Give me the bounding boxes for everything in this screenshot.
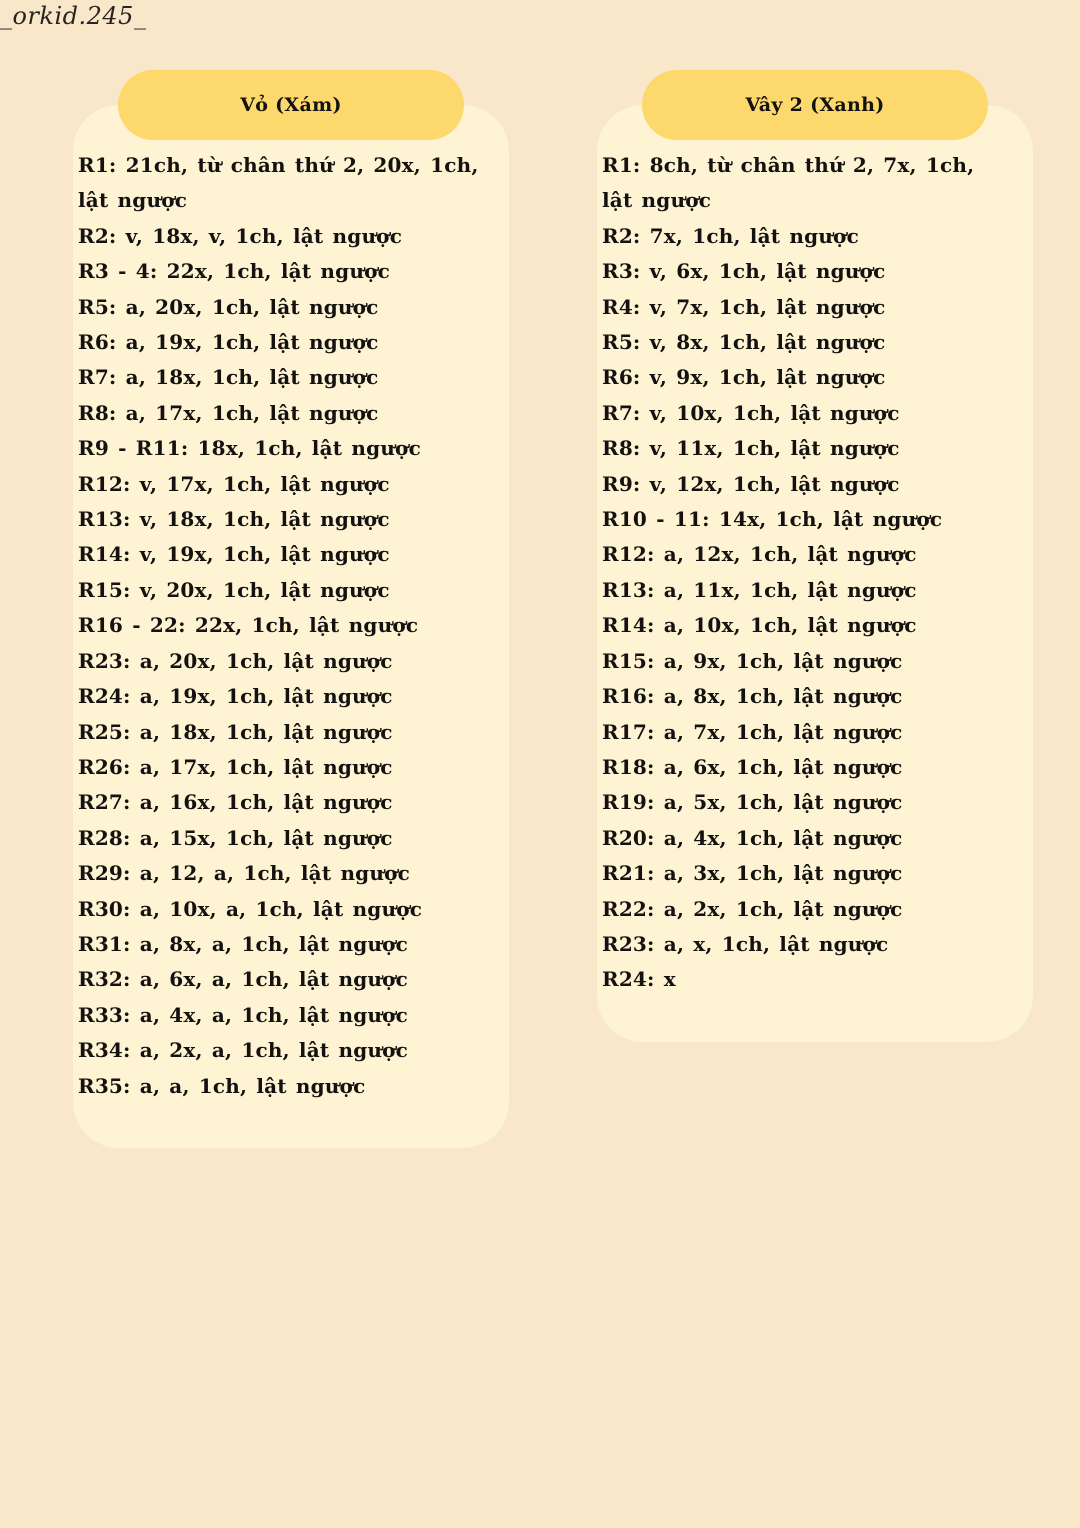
pattern-row: R24: x <box>602 967 676 992</box>
pattern-row: R17: a, 7x, 1ch, lật ngược <box>602 719 903 744</box>
pattern-row: R7: v, 10x, 1ch, lật ngược <box>602 400 900 425</box>
pattern-row: R15: a, 9x, 1ch, lật ngược <box>602 648 903 673</box>
pattern-row: R20: a, 4x, 1ch, lật ngược <box>602 825 903 850</box>
pattern-row: R9: v, 12x, 1ch, lật ngược <box>602 471 900 496</box>
pattern-row: R23: a, 20x, 1ch, lật ngược <box>78 648 393 673</box>
pattern-row: R3 - 4: 22x, 1ch, lật ngược <box>78 259 391 284</box>
pattern-row: R6: v, 9x, 1ch, lật ngược <box>602 365 886 390</box>
pattern-row: R3: v, 6x, 1ch, lật ngược <box>602 259 886 284</box>
pattern-row: R28: a, 15x, 1ch, lật ngược <box>78 825 393 850</box>
pattern-row: R29: a, 12, a, 1ch, lật ngược <box>78 861 411 886</box>
pattern-row: R12: v, 17x, 1ch, lật ngược <box>78 471 390 496</box>
pattern-row: R5: v, 8x, 1ch, lật ngược <box>602 330 886 355</box>
pattern-row: R22: a, 2x, 1ch, lật ngược <box>602 896 903 921</box>
pattern-row: R7: a, 18x, 1ch, lật ngược <box>78 365 379 390</box>
pattern-row: R24: a, 19x, 1ch, lật ngược <box>78 684 393 709</box>
pattern-rows-vo <box>78 148 488 1104</box>
pattern-row: R25: a, 18x, 1ch, lật ngược <box>78 719 393 744</box>
pattern-row: R35: a, a, 1ch, lật ngược <box>78 1073 366 1098</box>
pattern-row: R2: 7x, 1ch, lật ngược <box>602 223 859 248</box>
pattern-row: R32: a, 6x, a, 1ch, lật ngược <box>78 967 409 992</box>
pattern-row: R30: a, 10x, a, 1ch, lật ngược <box>78 896 423 921</box>
pattern-row: R31: a, 8x, a, 1ch, lật ngược <box>78 931 409 956</box>
pattern-row: R23: a, x, 1ch, lật ngược <box>602 931 889 956</box>
pattern-row: R18: a, 6x, 1ch, lật ngược <box>602 754 903 779</box>
pattern-row: R14: a, 10x, 1ch, lật ngược <box>602 613 917 638</box>
pattern-row: R19: a, 5x, 1ch, lật ngược <box>602 790 903 815</box>
pattern-row: R34: a, 2x, a, 1ch, lật ngược <box>78 1038 409 1063</box>
section-title-vo: Vỏ (Xám) <box>118 70 464 140</box>
pattern-row: R12: a, 12x, 1ch, lật ngược <box>602 542 917 567</box>
pattern-row: R16 - 22: 22x, 1ch, lật ngược <box>78 613 419 638</box>
pattern-row: R8: v, 11x, 1ch, lật ngược <box>602 436 900 461</box>
pattern-row: R10 - 11: 14x, 1ch, lật ngược <box>602 507 943 532</box>
pattern-row: R2: v, 18x, v, 1ch, lật ngược <box>78 223 403 248</box>
pattern-row: R5: a, 20x, 1ch, lật ngược <box>78 294 379 319</box>
pattern-row: R15: v, 20x, 1ch, lật ngược <box>78 577 390 602</box>
pattern-row: R16: a, 8x, 1ch, lật ngược <box>602 684 903 709</box>
pattern-row: R13: v, 18x, 1ch, lật ngược <box>78 507 390 532</box>
pattern-row: R26: a, 17x, 1ch, lật ngược <box>78 754 393 779</box>
pattern-row: R6: a, 19x, 1ch, lật ngược <box>78 330 379 355</box>
pattern-row: R1: 21ch, từ chân thứ 2, 20x, 1ch, lật ngược <box>78 153 479 213</box>
pattern-row: R1: 8ch, từ chân thứ 2, 7x, 1ch, lật ngược <box>602 153 975 213</box>
pattern-row: R14: v, 19x, 1ch, lật ngược <box>78 542 390 567</box>
pattern-row: R8: a, 17x, 1ch, lật ngược <box>78 400 379 425</box>
pattern-row: R9 - R11: 18x, 1ch, lật ngược <box>78 436 421 461</box>
section-title-vay-2: Vây 2 (Xanh) <box>642 70 988 140</box>
pattern-row: R21: a, 3x, 1ch, lật ngược <box>602 861 903 886</box>
pattern-row: R13: a, 11x, 1ch, lật ngược <box>602 577 917 602</box>
pattern-row: R4: v, 7x, 1ch, lật ngược <box>602 294 886 319</box>
pattern-rows-vay-2 <box>602 148 1012 998</box>
watermark: _orkid.245_ <box>0 2 147 30</box>
pattern-row: R27: a, 16x, 1ch, lật ngược <box>78 790 393 815</box>
pattern-row: R33: a, 4x, a, 1ch, lật ngược <box>78 1002 409 1027</box>
